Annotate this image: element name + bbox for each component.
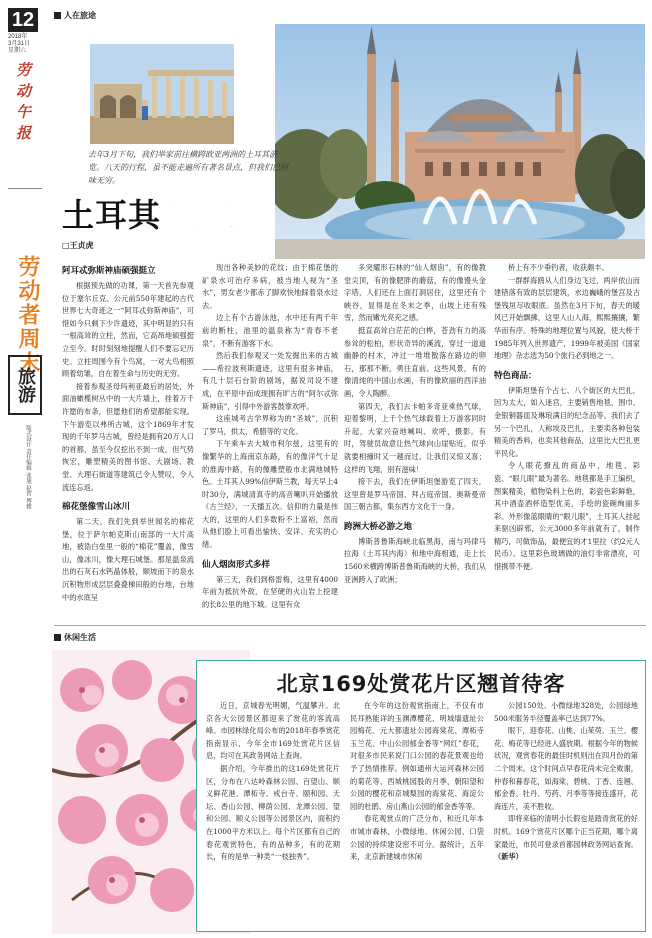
paragraph: 第三天，我们到格雷梅，这里有4000年前为抵抗外敌，在坚硬的火山岩上挖建的长8公里的地下城。这里有众	[202, 574, 338, 609]
paragraph: 近日，京城春光明媚，气温攀升。北京各大公园景区都迎来了赏花的客流高峰。市园林绿化局公布的2018年春季赏花指南显示，今年全市169处赏花片区信息，均可在其政务网站上查询。	[206, 701, 340, 761]
hagia-sophia-illustration	[275, 24, 645, 259]
paragraph: 一群群海鸥从人们身边飞过，两岸依山而建错落有致的层层建筑，水边巍峨的堡宫及古堡残垣尽收眼底。虽然在3月下旬，春天的暖风已开始飘拂，这里人山人海，熙熙攘攘，繁华而有序。特殊的地理位置与风貌，使大桥于1985年列入世界遗产，1999年被美国《国家地理》杂志选为50个旅行必到地之一。	[494, 275, 640, 361]
leisure-column-3	[494, 700, 638, 864]
article-title	[62, 190, 271, 236]
paragraph: 第二天，我们先到举世闻名的棉花堡，位于萨尔帕克斯山南部的一大片高地，被诰白垒里一般的“棉花”覆盖，像雪山，像冰川，像大理石城堡。那是温泉流出的石灰石水钙晶体般，顺坡而下的泉水沉积物形成层层叠叠梯田般的台地，台地中的水底呈	[62, 517, 194, 602]
editors-credit: 版式设计 责任编辑 张旭 赵智 博雅	[25, 425, 31, 509]
hagia-sophia-photo	[275, 24, 645, 259]
ephesus-ruins-photo	[90, 44, 234, 144]
subhead: 仙人烟囱形式多样	[202, 559, 271, 570]
title-part2: 采风记	[169, 196, 272, 234]
leisure-headline: 北京169处赏花片区翘首待客	[276, 672, 566, 696]
paragraph: 边上有个古游泳池，水中还有两千年前的断柱，池里的温泉称为“青春不老泉”，不断有游客下水。	[202, 313, 338, 348]
paragraph: 挺直高耸白茫茫的白桦，苍劲有力的高参耸的松柏，形状奇异的溪流，穿过一道道幽静的村木，冲过一堆堆散落在路边的卵石，那那不断，勇往直前。这些风景，有的像清纯的中国山水画，有的像欧丽的西洋油画，令人陶醉。	[344, 325, 486, 398]
paragraph: 博斯普鲁斯海峡北临黑海，南与玛律马拉海（土耳其内海）和地中海相通，走上长1560米横跨博斯普鲁斯海峡的大桥，我们从亚洲跨入了欧洲；	[344, 536, 486, 584]
paragraph: 接着参观圣母玛利亚最后的居处，外面油橄榄树丛中的一大片墙上，挂着万千许愿的布条，但愿他们的希望都能实现。下午游览以弗所古城，这个1869年才发现的千年罗马古城，曾经是拥有20万人口的首都，虽至今仅挖出不到一成，但气势恢宏，雕塑精美的图书馆、大剧场、教堂、大理石街道等建筑已令人赞叹，令人流连忘返。	[62, 381, 194, 492]
newspaper-logo: 劳动午报	[14, 62, 32, 146]
travel-column-2	[202, 262, 338, 611]
subhead: 特色商品：	[494, 370, 537, 381]
page-number: 12	[8, 8, 38, 32]
left-rail	[0, 0, 50, 938]
news-source: （新华）	[494, 852, 523, 862]
paragraph: 伊斯坦堡有个占七、八个街区的大巴扎，因为太大，如入迷宫，主要销售地毯、围巾、金银铜器皿及琳琅满目的纪念品等。我们去了另一个巴扎，人称埃及巴扎，主要卖各种包装精美的香料，也卖其他商品，这里比大巴扎更平民化。	[494, 385, 640, 458]
paragraph: 据介绍，今年推出的这169处赏花片区，分布在八达岭森林公园、百望山、顺义鲜花港、潭柘寺、戒台寺、颐和园、天坛、香山公园、柳荫公园、龙潭公园、望和公园、顺义公园等公园景区内，面积约在1000平方米以上。每个片区都有自己的春花观赏特色，有的品种多，有的花期长，有的是单一种类“一枝独秀”。	[206, 763, 340, 862]
byline: □王贞虎	[62, 241, 94, 250]
subhead: 阿耳忒弥斯神庙硕强挺立	[62, 266, 156, 276]
section-label: 旅游	[8, 355, 42, 415]
leisure-column-1	[206, 700, 340, 864]
paragraph: 即将来临的清明小长假也是踏青赏花的好时机。169个赏花片区哪个正当花期，哪个离家最近，市民可登录首都园林政务网站查询。 （新华）	[494, 814, 638, 862]
paragraph: 公园150处、小微绿地328处，公园绿地500米服务半径覆盖率已达到77%。	[494, 701, 638, 723]
subhead: 棉花堡像雪山冰川	[62, 502, 131, 513]
ruins-illustration	[90, 44, 234, 144]
paragraph: 下午乘车去大城市利尔兹，这里有的像繁华的上海南京东路，有的像洋气十足的淮海中路，有的像雕塑般市北满地城特色。土耳其人99%信伊斯兰教，每天早上4时30分，满城清真寺的高音喇叭开始播放《古兰经》，一天播五次。信仰的力量是伟大的，这里的人们多数粉不上富裕，然而从他们脸上可看出愉快、安详、充实的心绪。	[202, 439, 338, 550]
rail-divider	[8, 188, 42, 189]
paragraph: 桥上有不少垂钓者，收获颇丰。	[508, 263, 609, 272]
paragraph: 在今年的这份观赏指南上，不仅有市民耳熟能详的玉渊潭樱花、明城墙遗址公园梅花、元大都遗址公园海棠花、潭柘寺玉兰花、中山公园郁金香等“网红”春花，对很多市民来说门口公园的春花景观也给予了热情推荐。例如通州大运河森林公园的菊花等、西城桃园股的月季，朝阳望和公园的樱花和京城梨园的海棠花、海淀公园的杜鹃、房山燕山公园的郁金香等等。	[350, 701, 484, 811]
section-divider	[54, 625, 646, 626]
paragraph: 接下去，我们在伊斯坦堡游览了四天，这里曾是罗马帝国、拜占庭帝国、奥斯曼帝国三朝古都，集东西方文化于一身。	[344, 477, 486, 512]
weekly-banner: 劳动者周末	[15, 255, 40, 375]
travel-column-1	[62, 258, 194, 604]
section-head-leisure: 休闲生活	[54, 632, 96, 643]
paragraph: 多突耀形石林的“仙人烟囱”，有的像教堂尖顶，有的像肥胖的蘑菇，有的像馒头金字塔，人们还在上面打洞居住，这里还有个峡谷，显得是在冬末之季，山坡上还有残雪，然而嫩光亮充之感。	[344, 263, 486, 323]
paragraph: 根据预先做的功课，第一天首先参观位于塞尔丘克、公元前550年建起的古代世界七大奇迹之一“阿耳忒弥斯神庙”，可惜如今只剩下少许遗迹，其中明显的只有一根高耸的立柱，然而，它高昂地硕强挺立至今。时时刻刻地提醒人们不要忘记历史。立柱周围今有个鸟窝，一对大鸟相照顾着幼雏，自在着生命与历史的无穷。	[62, 281, 194, 379]
paragraph: 然后我们参观又一处发掘出来的古城——希拉波利斯遗迹，这里有很多神庙，有几十层石台阶的剧场，据说司设不建成，在平原中而成现拥有旷古的“阿尔忒弥斯神庙”，引得中外游客鼓掌欢呼。	[202, 351, 338, 411]
leisure-column-2	[350, 700, 484, 864]
paragraph: 这座城考古学界称为的“圣城”，沉积了罗马，拱太、希腊等的文化。	[202, 414, 338, 436]
section-head-travel: 人在旅途	[54, 10, 96, 21]
travel-column-4	[494, 262, 640, 574]
title-part1: 土耳其	[62, 196, 162, 234]
photo-caption: 去年3月下旬，我们举家前往横跨欧亚两洲的土耳其游览。八天的行程，虽不能走遍所有著名景点，但我们已回味无穷。	[88, 150, 288, 185]
issue-date: 2018年 3月31日 星期六	[8, 34, 31, 54]
paragraph: 第四天，我们去卡帕多奇亚乘热气球，迎着黎明，上千个热气球载着上万游客同时升起，大家兴奋地喊叫、欢呼，摄影。有时，驾驶员故意让热气球向山崖贴近，似乎就要相撞时又一越而过，让我们又惊又喜；这样的飞翔，别有滋味！	[344, 401, 486, 474]
travel-column-3	[344, 262, 486, 586]
subhead: 跨洲大桥必游之地	[344, 521, 413, 532]
paragraph: 令人眼花撩乱的商品中，地毯、彩瓷、“眼儿眼”最为著名。地毯都是手工编织，图案精美，植物染料上色的，彩瓷色彩鲜艳，其中酒壶酒杯造型优美，手绘的瓷碗绚丽多彩。外形像蓝眼睛的“眼儿眼”，土耳其人挂起来驱凶辟邪，公元3000多年前就有了，制作精巧，可做饰品，最便宜的才1里拉（约2元人民币）。这里彩色玻璃做的油灯非常漂亮，可惜携带不便。	[494, 461, 640, 572]
section-square-icon	[54, 634, 61, 641]
paragraph: 春花观赏点的广泛分布，和近几年本市城市森林、小微绿地、休闲公园、口袋公园的持续建设密不可分。据统计，五年来，北京新建城市休闲	[350, 814, 484, 862]
paragraph: 眼下，迎春花、山桃、山茱萸、玉兰、樱花、梅花等已经进入盛放期。根据今年的物候状况，观赏春花的最佳时机则出在四月份的第二个周末。这个时间点早春花尚未完全败谢，仲春和暮春花，如海棠、碧桃、丁香、连翘、郁金香、牡丹、芍药、月季等等接连盛开，花海连片，美不胜收。	[494, 726, 638, 811]
section-square-icon	[54, 12, 61, 19]
paragraph: 现出各种美妙的花纹；由于棉花堡的矿泉水可治疗多病，被当地人视为“圣水”，男女老少都赤了脚欢快地踩着泉水过去。	[202, 263, 338, 310]
